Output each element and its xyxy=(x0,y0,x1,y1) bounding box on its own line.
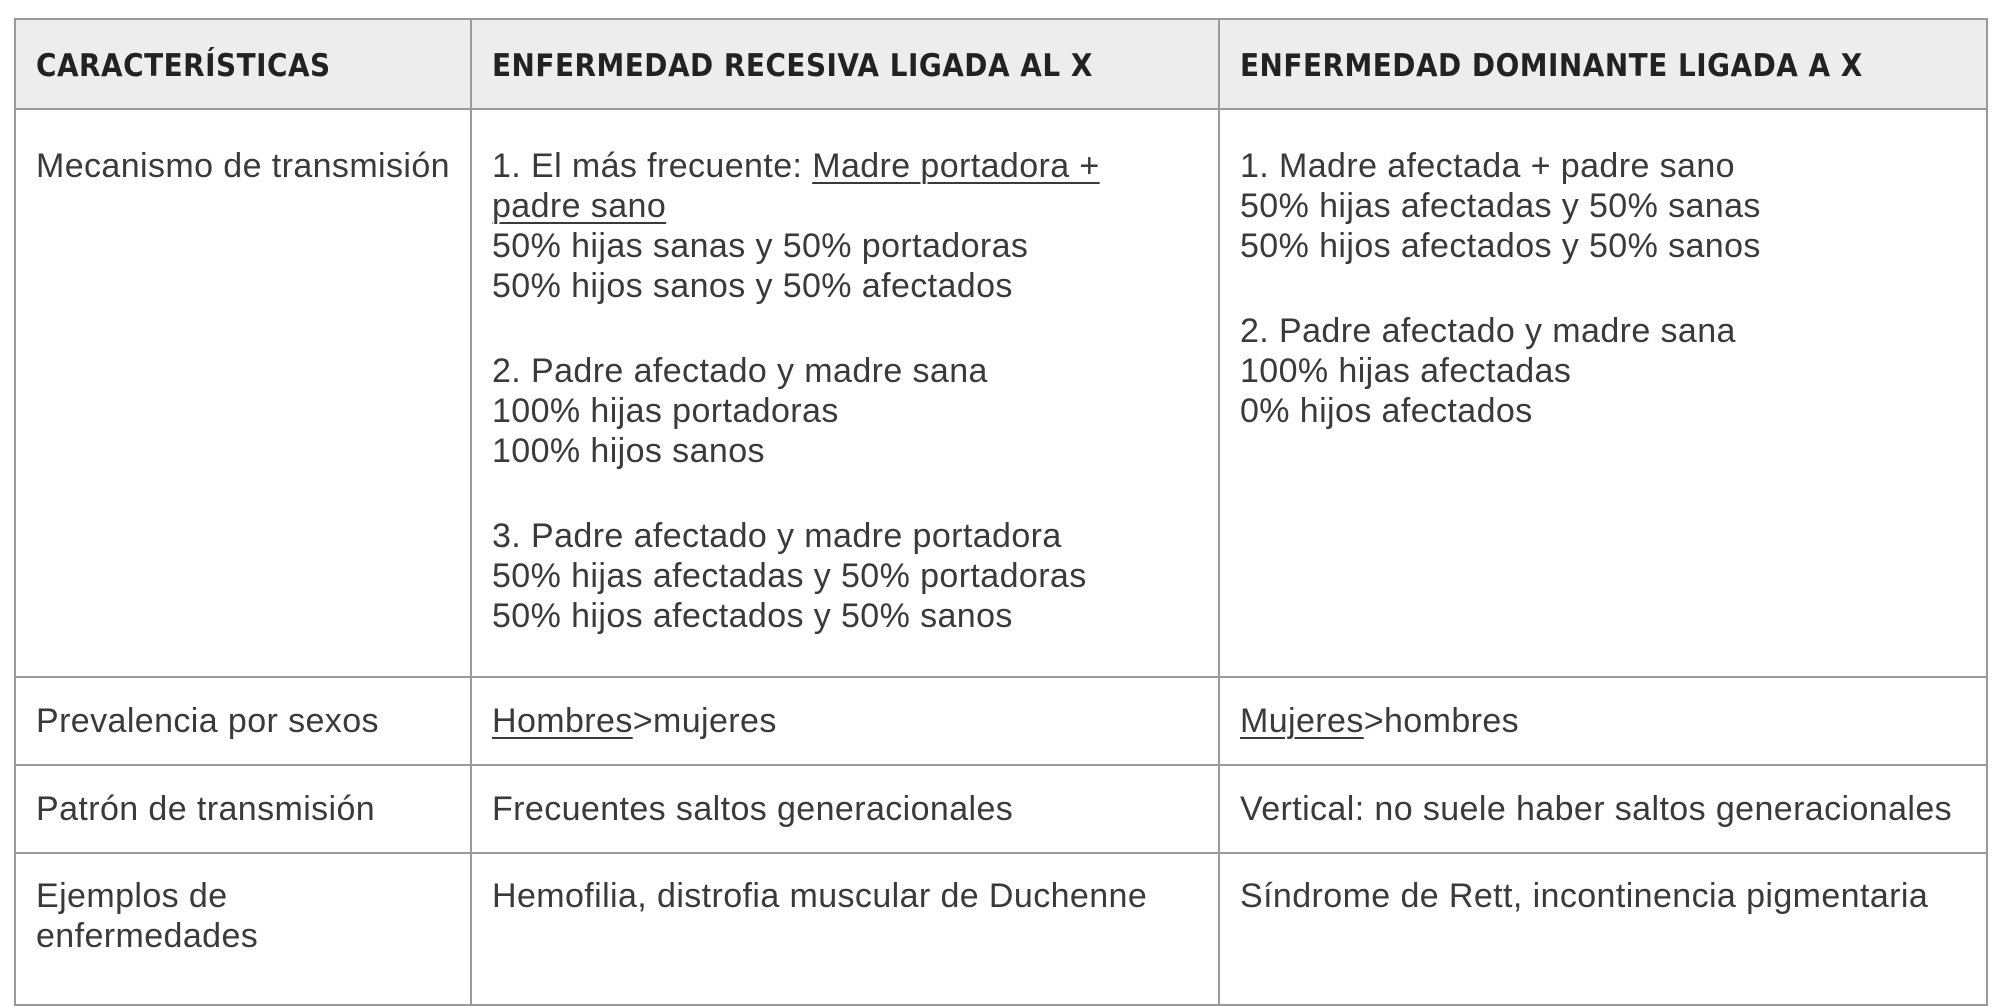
header-row xyxy=(15,19,1987,109)
table-row-examples xyxy=(15,853,1987,1005)
table-row-pattern xyxy=(15,765,1987,853)
prevalence-recessive-highlight: Hombres xyxy=(492,702,633,740)
prevalence-recessive-rest: >mujeres xyxy=(632,702,777,740)
recessive-case-3-line: 50% hijos afectados y 50% sanos xyxy=(492,597,1013,635)
prevalence-dominant-rest: >hombres xyxy=(1363,702,1520,740)
cell-pattern-recessive: Frecuentes saltos generacionales xyxy=(471,765,1219,853)
recessive-case-2-line: 100% hijas portadoras xyxy=(492,392,839,430)
table-row-prevalence xyxy=(15,677,1987,765)
recessive-case-2-title: 2. Padre afectado y madre sana xyxy=(492,352,988,390)
row-label-examples: Ejemplos de enfermedades xyxy=(15,853,471,1005)
header-dominant: ENFERMEDAD DOMINANTE LIGADA A X xyxy=(1219,19,1987,109)
prevalence-dominant-highlight: Mujeres xyxy=(1240,702,1364,740)
dominant-case-1-line: 50% hijos afectados y 50% sanos xyxy=(1240,227,1761,265)
dominant-case-2-line: 0% hijos afectados xyxy=(1240,392,1533,430)
mechanism-label: Mecanismo de transmisión xyxy=(36,147,450,185)
recessive-case-1-line: 50% hijos sanos y 50% afectados xyxy=(492,267,1013,305)
recessive-case-3-title: 3. Padre afectado y madre portadora xyxy=(492,517,1062,555)
recessive-case-1-prefix: 1. El más frecuente: xyxy=(492,147,813,185)
row-label-prevalence: Prevalencia por sexos xyxy=(15,677,471,765)
cell-examples-recessive: Hemofilia, distrofia muscular de Duchenne xyxy=(471,853,1219,1005)
recessive-case-1-highlight: Madre portadora + padre sano xyxy=(492,147,1100,225)
cell-examples-dominant: Síndrome de Rett, incontinencia pigmentaria xyxy=(1219,853,1987,1005)
header-recessive: ENFERMEDAD RECESIVA LIGADA AL X xyxy=(471,19,1219,109)
row-label-pattern: Patrón de transmisión xyxy=(15,765,471,853)
recessive-case-2-line: 100% hijos sanos xyxy=(492,432,765,470)
dominant-case-2-line: 100% hijas afectadas xyxy=(1240,352,1572,390)
dominant-case-1-title: 1. Madre afectada + padre sano xyxy=(1240,147,1735,185)
table-row-mechanism xyxy=(15,109,1987,677)
recessive-case-3-line: 50% hijas afectadas y 50% portadoras xyxy=(492,557,1087,595)
header-characteristics: CARACTERÍSTICAS xyxy=(15,19,471,109)
dominant-case-1-line: 50% hijas afectadas y 50% sanas xyxy=(1240,187,1761,225)
recessive-case-1-line: 50% hijas sanas y 50% portadoras xyxy=(492,227,1029,265)
comparison-table xyxy=(14,18,1988,1006)
cell-mechanism-dominant xyxy=(1219,109,1987,677)
cell-mechanism-recessive xyxy=(471,109,1219,677)
cell-pattern-dominant: Vertical: no suele haber saltos generacionales xyxy=(1219,765,1987,853)
dominant-case-2-title: 2. Padre afectado y madre sana xyxy=(1240,312,1736,350)
row-label-mechanism xyxy=(15,109,471,677)
cell-prevalence-dominant xyxy=(1219,677,1987,765)
recessive-case-1-title xyxy=(492,146,1198,226)
cell-prevalence-recessive xyxy=(471,677,1219,765)
